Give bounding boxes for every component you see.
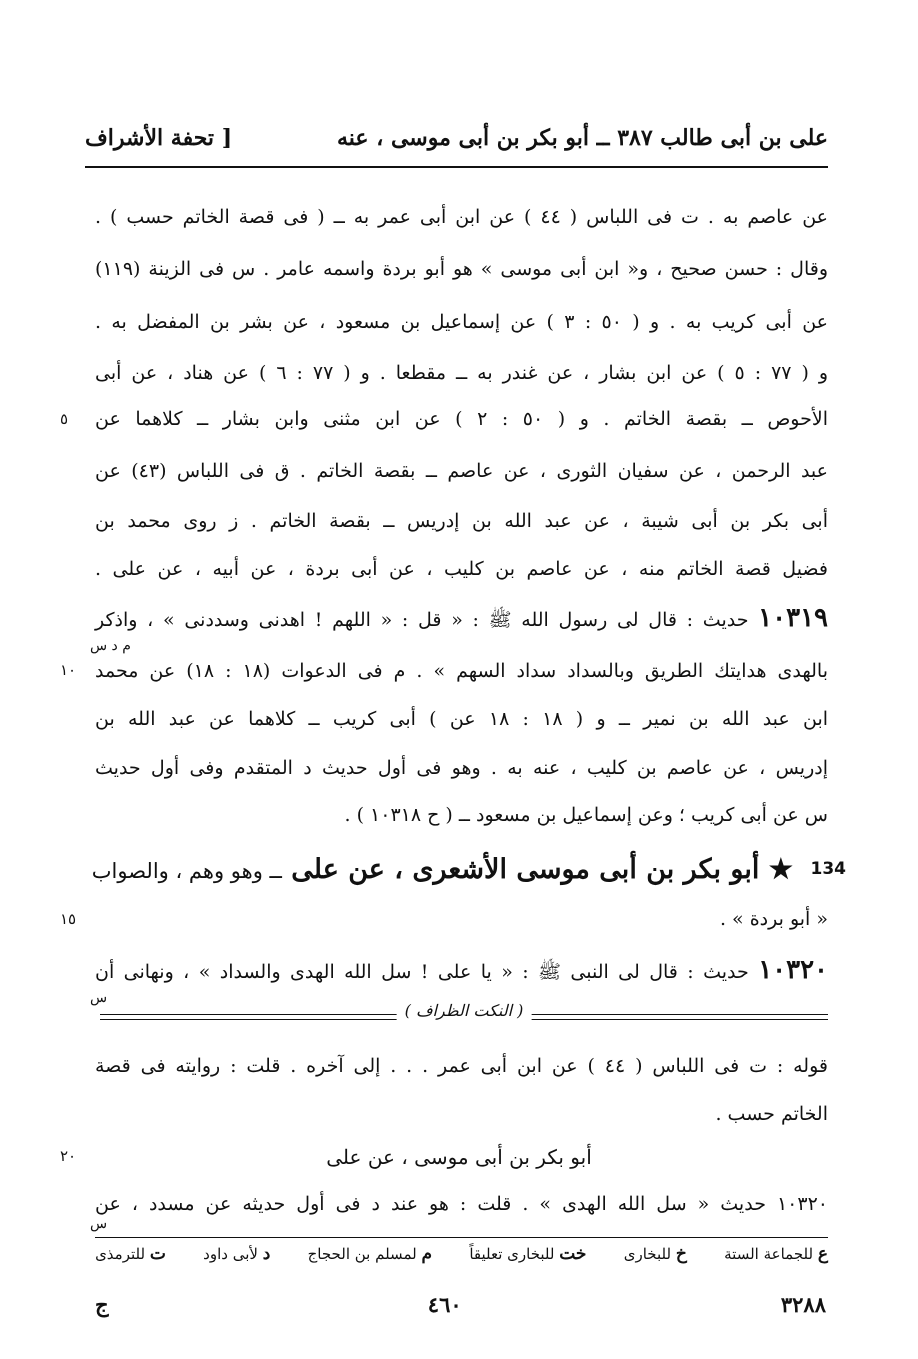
page-footer — [95, 1292, 826, 1317]
star-icon: ★ — [768, 854, 793, 885]
abbrev-item: ت للترمذى — [95, 1244, 166, 1264]
abbrev-item: ع للجماعة الستة — [724, 1244, 828, 1264]
margin-number-10: ١٠ — [60, 661, 77, 679]
margin-number-20: ٢٠ — [60, 1147, 77, 1165]
notes-line-2: الخاتم حسب . — [715, 1103, 828, 1125]
hadith-10320-line-1 — [95, 956, 828, 984]
section-number: 134 — [810, 859, 846, 879]
abbrev-item: خ للبخارى — [623, 1244, 687, 1264]
body-line-5: الأحوص ــ بقصة الخاتم . و ( ٥٠ : ٢ ) عن ابن مثنى وابن بشار ــ كلاهما عن — [95, 408, 828, 430]
abbrev-item: د لأبى داود — [203, 1244, 271, 1264]
footer-rule — [95, 1237, 828, 1238]
abbreviation-legend — [95, 1244, 828, 1264]
body-line-1: عن عاصم به . ت فى اللباس ( ٤٤ ) عن ابن أبى عمر به ــ ( فى قصة الخاتم حسب ) . — [95, 206, 828, 228]
body-line-8: فضيل قصة الخاتم منه ، عن عاصم بن كليب ، عن أبى بردة ، عن أبيه ، عن على . — [95, 558, 828, 580]
running-header — [85, 118, 828, 158]
hadith-10319-line-3: ابن عبد الله بن نمير ــ و ( ١٨ : ١٨ عن ) أبى كريب ــ كلاهما عن عبد الله بن — [95, 708, 829, 730]
body-line-7: أبى بكر بن أبى شيبة ، عن عبد الله بن إدريس ــ بقصة الخاتم . ز روى محمد بن — [95, 510, 828, 532]
margin-number-15: ١٥ — [60, 910, 77, 928]
signature-letter: ج — [95, 1292, 109, 1317]
body-line-2: وقال : حسن صحيح ، و« ابن أبى موسى » هو أبو بردة واسمه عامر . س فى الزينة (١١٩) — [95, 258, 828, 280]
section-title-rest: ــ وهو وهم ، والصواب — [91, 859, 282, 883]
abbrev-item: م لمسلم بن الحجاج — [307, 1244, 432, 1264]
hadith-10319-line-2: بالهدى هدايتك الطريق وبالسداد سداد السهم » . م فى الدعوات (١٨ : ١٨) عن محمد — [95, 660, 828, 682]
hadith-text: حديث : قال لى النبى ﷺ : « يا على ! سل الله الهدى والسداد » ، ونهانى أن — [95, 961, 749, 983]
notes-heading: أبو بكر بن أبى موسى ، عن على — [326, 1145, 592, 1169]
notes-divider — [100, 1001, 828, 1023]
page-number: ٤٦٠ — [427, 1292, 462, 1317]
notes-line-3: ١٠٣٢٠ حديث « سل الله الهدى » . قلت : هو عند د فى أول حديثه عن مسدد ، عن — [95, 1193, 828, 1215]
hadith-text: حديث : قال لى رسول الله ﷺ : « قل : « اللهم ! اهدنى وسددنى » ، واذكر — [95, 609, 749, 631]
hadith-10319-sigla: م د س — [90, 638, 131, 654]
hadith-10320-sigla: س — [90, 990, 108, 1006]
body-line-4: و ( ٧٧ : ٥ ) عن ابن بشار ، عن غندر به ــ مقطعا . و ( ٧٧ : ٦ ) عن هناد ، عن أبى — [95, 362, 828, 384]
divider-label: ( النكت الظراف ) — [397, 1001, 532, 1020]
header-rule — [85, 166, 828, 168]
hadith-10319-line-5: س عن أبى كريب ؛ وعن إسماعيل بن مسعود ــ ( ح ١٠٣١٨ ) . — [344, 804, 828, 826]
notes-sigla: س — [90, 1216, 108, 1232]
section-title: أبو بكر بن أبى موسى الأشعرى ، عن على — [291, 854, 760, 885]
notes-line-1: قوله : ت فى اللباس ( ٤٤ ) عن ابن أبى عمر . . . إلى آخره . قلت : روايته فى قصة — [95, 1055, 828, 1077]
margin-number-5: ٥ — [60, 410, 69, 428]
volume-sequence-number: ٣٢٨٨ — [780, 1292, 826, 1317]
section-134-line-2: « أبو بردة » . — [719, 908, 828, 930]
abbrev-item: خت للبخارى تعليقاً — [469, 1244, 587, 1264]
hadith-10319-line-1 — [95, 604, 828, 632]
hadith-number: ١٠٣١٩ — [758, 603, 828, 633]
body-line-6: عبد الرحمن ، عن سفيان الثورى ، عن عاصم ــ بقصة الخاتم . ق فى اللباس (٤٣) عن — [95, 460, 828, 482]
body-line-3: عن أبى كريب به . و ( ٥٠ : ٣ ) عن إسماعيل بن مسعود ، عن بشر بن المفضل به . — [95, 311, 828, 333]
section-134-title — [91, 852, 793, 888]
header-left: [ تحفة الأشراف — [85, 125, 233, 151]
hadith-number: ١٠٣٢٠ — [758, 955, 829, 985]
hadith-10319-line-4: إدريس ، عن عاصم بن كليب ، عنه به . وهو فى أول حديث د المتقدم وفى أول حديث — [95, 757, 828, 779]
header-right: على بن أبى طالب ٣٨٧ ــ أبو بكر بن أبى موسى ، عنه — [336, 125, 828, 151]
